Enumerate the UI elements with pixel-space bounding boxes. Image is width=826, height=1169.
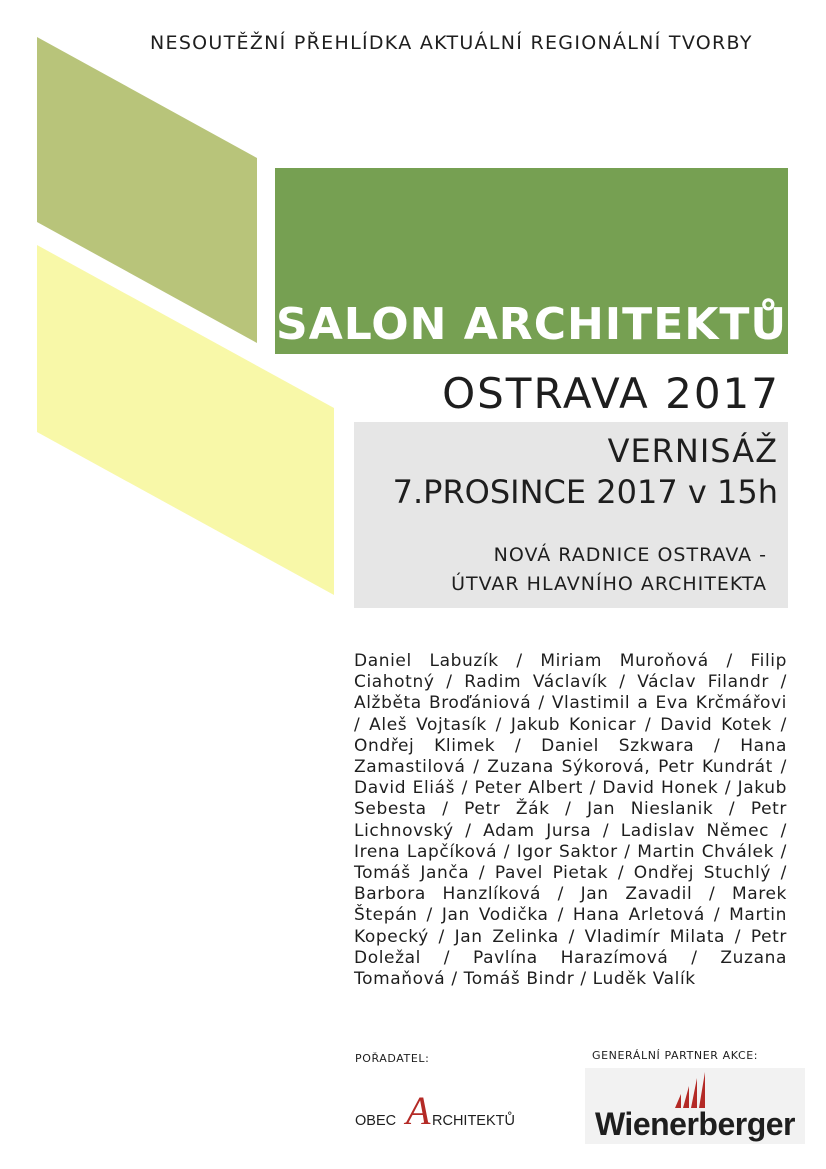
main-title: SALON ARCHITEKTŮ xyxy=(276,299,788,350)
svg-text:Wienerberger: Wienerberger xyxy=(595,1106,795,1142)
tagline: NESOUTĚŽNÍ PŘEHLÍDKA AKTUÁLNÍ REGIONÁLNÍ TVORBY xyxy=(150,32,753,54)
city-year-title: OSTRAVA 2017 xyxy=(442,369,780,418)
venue-line-2: ÚTVAR HLAVNÍHO ARCHITEKTA xyxy=(451,573,767,595)
partner-label: GENERÁLNÍ PARTNER AKCE: xyxy=(592,1049,759,1062)
svg-text:A: A xyxy=(406,1088,431,1130)
wienerberger-logo xyxy=(585,1068,805,1144)
event-date: 7.PROSINCE 2017 v 15h xyxy=(392,473,778,511)
svg-text:OBEC: OBEC xyxy=(355,1113,397,1129)
obec-architektu-logo xyxy=(354,1086,534,1130)
organizer-label: POŘADATEL: xyxy=(355,1052,430,1065)
event-venue xyxy=(360,541,767,599)
svg-text:RCHITEKTŮ: RCHITEKTŮ xyxy=(432,1113,515,1129)
participants-list: Daniel Labuzík / Miriam Muroňová / Filip Ciahotný / Radim Václavík / Václav Filandr / Alžběta Broďániová / Vlastimil a Eva Krčmářovi / Aleš Vojtasík / Jakub Konicar / David Kotek / Ondřej Klimek / Daniel Szkwara / Hana Zamastilová / Zuzana Sýkorová, Petr Kundrát / David Eliáš / Peter Albert / David Honek / Jakub Sebesta / Petr Žák / Jan Nieslanik / Petr Lichnovský / Adam Jursa / Ladislav Němec / Irena Lapčíková / Igor Saktor / Martin Chválek / Tomáš Janča / Pavel Pietak / Ondřej Stuchlý / Barbora Hanzlíková / Jan Zavadil / Marek Štepán / Jan Vodička / Hana Arletová / Martin Kopecký / Jan Zelinka / Vladimír Milata / Petr Doležal / Pavlína Harazímová / Zuzana Tomaňová / Tomáš Bindr / Luděk Valík xyxy=(354,651,787,990)
event-label: VERNISÁŽ xyxy=(607,432,778,470)
venue-line-1: NOVÁ RADNICE OSTRAVA - xyxy=(493,544,767,566)
roof-icon xyxy=(675,1072,705,1108)
